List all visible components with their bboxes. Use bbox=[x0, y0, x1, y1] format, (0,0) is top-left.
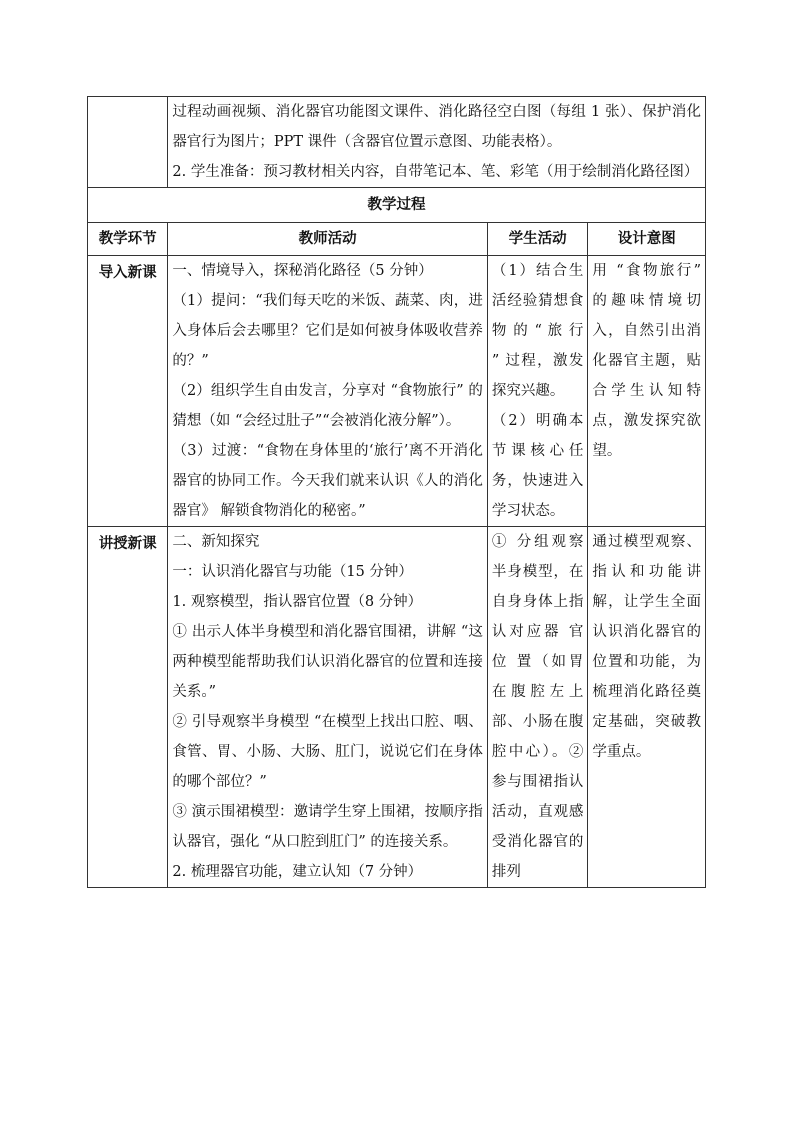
header-intent: 设计意图 bbox=[588, 223, 706, 256]
prep-line: 2. 学生准备：预习教材相关内容，自带笔记本、笔、彩笔（用于绘制消化路径图） bbox=[172, 164, 699, 180]
table-row bbox=[88, 527, 706, 888]
prep-row bbox=[88, 97, 706, 188]
stage-cell: 讲授新课 bbox=[88, 527, 168, 888]
intent-line: 用 “食物旅行” 的趣味情境切入，自然引出消化器官主题，贴合学生认知特点，激发探究欲望。 bbox=[592, 263, 701, 459]
teacher-activity-cell bbox=[168, 527, 488, 888]
design-intent-cell bbox=[588, 527, 706, 888]
teacher-line: 1. 观察模型，指认器官位置（8 分钟） bbox=[172, 594, 423, 610]
teacher-line: 一：认识消化器官与功能（15 分钟） bbox=[172, 564, 413, 580]
header-teacher: 教师活动 bbox=[168, 223, 488, 256]
section-title-row bbox=[88, 188, 706, 223]
teacher-line: （1）提问：“我们每天吃的米饭、蔬菜、肉，进入身体后会去哪里？它们是如何被身体吸收营养的？” bbox=[172, 293, 483, 369]
teacher-line: ② 引导观察半身模型 “在模型上找出口腔、咽、食管、胃、小肠、大肠、肛门，说说它们在身体的哪个部位？” bbox=[172, 714, 483, 790]
header-stage: 教学环节 bbox=[88, 223, 168, 256]
teacher-line: 二、新知探究 bbox=[172, 534, 260, 550]
lesson-plan-table bbox=[87, 96, 706, 888]
design-intent-cell bbox=[588, 256, 706, 527]
teacher-line: ③ 演示围裙模型：邀请学生穿上围裙，按顺序指认器官，强化 “从口腔到肛门” 的连接关系。 bbox=[172, 804, 483, 850]
teacher-line: 2. 梳理器官功能，建立认知（7 分钟） bbox=[172, 864, 423, 880]
prep-row-blank-cell bbox=[88, 97, 168, 188]
intent-line: 通过模型观察、指认和功能讲解，让学生全面认识消化器官的位置和功能，为梳理消化路径奠定基础，突破教学重点。 bbox=[592, 534, 701, 760]
stage-cell: 导入新课 bbox=[88, 256, 168, 527]
teacher-line: （2）组织学生自由发言，分享对 “食物旅行” 的猜想（如 “会经过肚子”“会被消化液分解”）。 bbox=[172, 383, 483, 429]
teacher-line: 一、情境导入，探秘消化路径（5 分钟） bbox=[172, 263, 433, 279]
prep-content-cell bbox=[168, 97, 706, 188]
student-line: （1）结合生活经验猜想食 物 的 “ 旅 行 ” 过程，激发探究兴趣。 bbox=[491, 263, 584, 399]
prep-line: 过程动画视频、消化器官功能图文课件、消化路径空白图（每组 1 张）、保护消化器官行为图片；PPT 课件（含器官位置示意图、功能表格）。 bbox=[172, 104, 701, 150]
teacher-line: （3）过渡：“食物在身体里的‘旅行’离不开消化器官的协同工作。今天我们就来认识《人的消化器官》 解锁食物消化的秘密。” bbox=[172, 443, 483, 519]
student-line: （2）明确本节课核心任务，快速进入学习状态。 bbox=[491, 413, 584, 519]
teacher-activity-cell bbox=[168, 256, 488, 527]
teacher-line: ① 出示人体半身模型和消化器官围裙，讲解 “这两种模型能帮助我们认识消化器官的位置和连接关系。” bbox=[172, 624, 483, 700]
student-activity-cell bbox=[487, 256, 587, 527]
header-student: 学生活动 bbox=[487, 223, 587, 256]
column-header-row bbox=[88, 223, 706, 256]
student-activity-cell bbox=[487, 527, 587, 888]
section-title: 教学过程 bbox=[88, 188, 706, 223]
table-row bbox=[88, 256, 706, 527]
student-line: ① 分组观察半身模型，在自身身体上指认对应器 官 位 置（如胃在腹腔左上部、小肠在腹腔中心）。② 参与围裙指认活动，直观感受消化器官的排列 bbox=[491, 534, 584, 880]
